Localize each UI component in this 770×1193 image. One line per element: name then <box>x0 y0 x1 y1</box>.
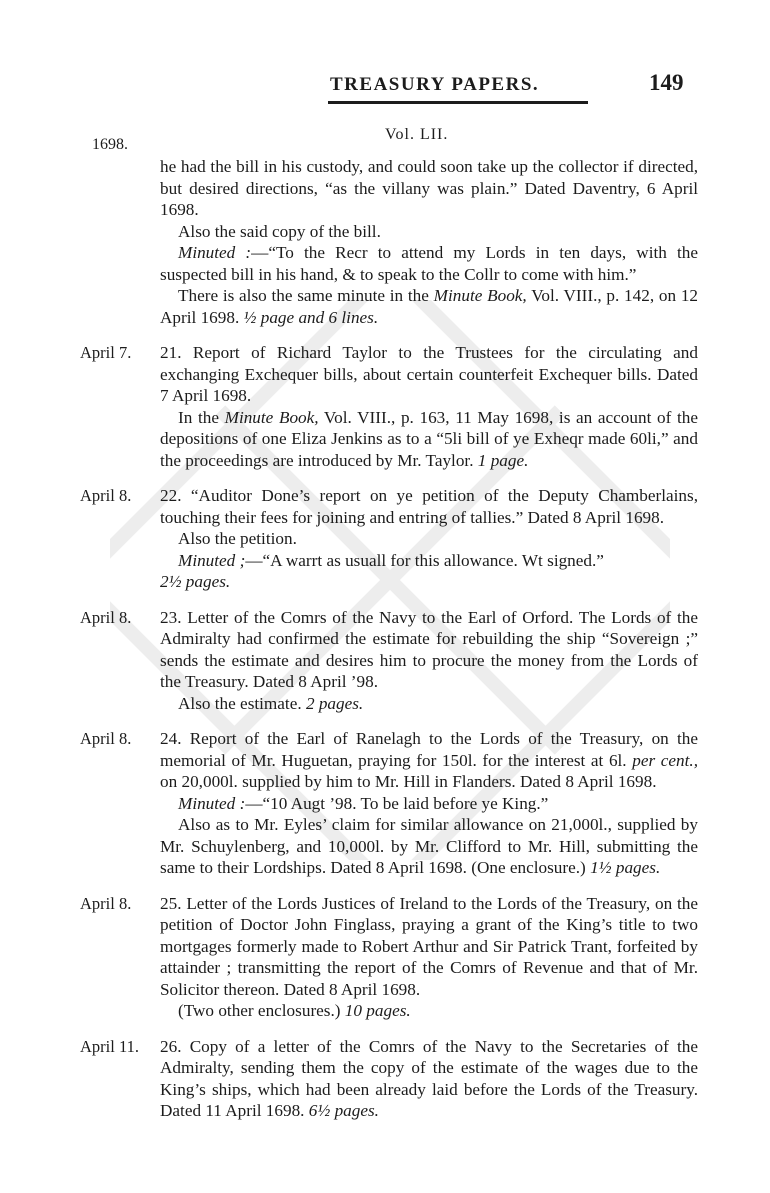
running-title: TREASURY PAPERS. <box>330 74 540 95</box>
volume-row <box>0 126 770 156</box>
note-pages: ½ page and 6 lines. <box>243 307 379 327</box>
note-suffix: Vol. VIII., p. 142, on 12 April 1698. <box>160 286 699 327</box>
entry-number: 21. <box>160 343 182 362</box>
entry-date: April 8. <box>80 607 132 627</box>
entry-minuted <box>160 550 698 572</box>
page-number: 149 <box>649 70 684 95</box>
note-book: Minute Book, <box>433 286 527 305</box>
extra-prefix: In the <box>178 407 219 427</box>
entry-text <box>160 342 698 407</box>
entry-body: Letter of the Lords Justices of Ireland to the Lords of the Treasury, on the petition of Doctor John Finglass, praying a grant of the King’s title to two mortgages formerly made to Robert Arthur and Sir Patrick Trant, forfeited by attainder ; transmitting the report of the Comrs of Revenue and that of Mr. Solicitor thereon. Dated 8 April 1698. <box>160 893 698 999</box>
entry-number: 23. <box>160 607 182 627</box>
note-prefix: There is also the same minute in the <box>178 286 429 305</box>
entry-text <box>160 1036 698 1122</box>
entry-body: Report of Richard Taylor to the Trustees for the circulating and exchanging Exchequer bills, about certain counterfeit Exchequer bills. Dated 7 April 1698. <box>160 343 698 405</box>
entry-pages: 1 page. <box>477 450 529 470</box>
minuted-text: —“To the Recr to attend my Lords in ten days, with the suspected bill in his hand, & to speak to the Collr to come with him.” <box>160 243 698 284</box>
header-rule <box>328 101 588 104</box>
entry-minuted <box>160 793 698 815</box>
entry-21 <box>80 342 698 471</box>
entry-text <box>160 728 698 793</box>
body-text <box>80 156 699 1122</box>
entry-text <box>160 485 698 528</box>
entry-date: April 8. <box>80 893 132 913</box>
continuation-note <box>160 285 698 328</box>
entry-number: 26. <box>160 1036 182 1056</box>
minuted-text: —“A warrt as usuall for this allowance. Wt signed.” <box>245 550 604 570</box>
entry-also-line <box>160 693 698 715</box>
continuation-text: he had the bill in his custody, and could soon take up the collector if directed, but desired directions, “as the villany was plain.” Dated Daventry, 6 April 1698. <box>160 157 698 219</box>
entry-26 <box>80 1036 699 1122</box>
minuted-label: Minuted : <box>178 793 246 813</box>
entry-text <box>160 893 698 1001</box>
extra-text: Also as to Mr. Eyles’ claim for similar allowance on 21,000l., supplied by Mr. Schuylenberg, and 10,000l. by Mr. Clifford to Mr. Hill, submitting the same to their Lordships. Dated 8 April 1698. (One enclosure.) <box>160 815 698 877</box>
continuation-minuted <box>160 242 698 285</box>
entry-body-b: on 20,000l. supplied by him to Mr. Hill in Flanders. Dated 8 April 1698. <box>160 772 657 791</box>
entry-pages: 6½ pages. <box>308 1101 379 1120</box>
entry-date: April 8. <box>80 729 132 748</box>
entry-also: Also the petition. <box>178 529 297 548</box>
entry-body: Letter of the Comrs of the Navy to the Earl of Orford. The Lords of the Admiralty had confirmed the estimate for rebuilding the ship “Sovereign ;” sends the estimate and desires him to procure the money from the Lords of the Treasury. Dated 8 April ’98. <box>160 607 699 691</box>
extra-book: Minute Book, <box>224 407 319 427</box>
entry-25 <box>80 893 698 1022</box>
entry-date: April 11. <box>80 1036 139 1056</box>
entry-also-line <box>160 1000 698 1022</box>
continuation-entry <box>160 156 698 328</box>
entry-pages: 2 pages. <box>305 693 364 713</box>
entry-date: April 8. <box>80 486 132 505</box>
entry-date: April 7. <box>80 343 132 362</box>
extra-text: Vol. VIII., p. 163, 11 May 1698, is an account of the depositions of one Eliza Jenkins as to a “5li bill of ye Exheqr made 60li,” and the proceedings are introduced by Mr. Taylor. <box>160 407 698 470</box>
entry-text <box>160 607 698 693</box>
entry-pages: 1½ pages. <box>590 858 661 877</box>
minuted-text: —“10 Augt ’98. To be laid before ye King.” <box>245 793 549 813</box>
entry-24 <box>80 728 698 879</box>
volume-title: Vol. LII. <box>385 126 449 143</box>
entry-number: 24. <box>160 729 182 748</box>
minuted-label: Minuted : <box>178 243 252 262</box>
entry-extra <box>160 814 698 879</box>
entry-body-italic: per cent., <box>632 750 698 770</box>
year-margin: 1698. <box>92 136 128 153</box>
entry-also: (Two other enclosures.) <box>178 1001 341 1020</box>
page-header <box>0 70 770 110</box>
entry-number: 25. <box>160 893 182 913</box>
minuted-label: Minuted ; <box>178 550 246 570</box>
entry-body: “Auditor Done’s report on ye petition of the Deputy Chamberlains, touching their fees for joining and entring of tallies.” Dated 8 April 1698. <box>160 486 699 527</box>
entry-22 <box>80 485 699 593</box>
entry-number: 22. <box>160 486 182 505</box>
entry-pages: 10 pages. <box>344 1001 411 1020</box>
entry-body-a: Report of the Earl of Ranelagh to the Lords of the Treasury, on the memorial of Mr. Huguetan, praying for 150l. for the interest at 6l. <box>160 729 698 770</box>
entry-extra <box>160 407 698 472</box>
entry-pages: 2½ pages. <box>160 572 231 591</box>
entry-also: Also the estimate. <box>178 693 302 713</box>
entry-23 <box>80 607 699 715</box>
continuation-also: Also the said copy of the bill. <box>178 221 381 241</box>
entry-body: Copy of a letter of the Comrs of the Navy to the Secretaries of the Admiralty, sending them the copy of the estimate of the wages due to the King’s ships, which had been already laid before the Lords of the Treasury. Dated 11 April 1698. <box>160 1036 699 1120</box>
